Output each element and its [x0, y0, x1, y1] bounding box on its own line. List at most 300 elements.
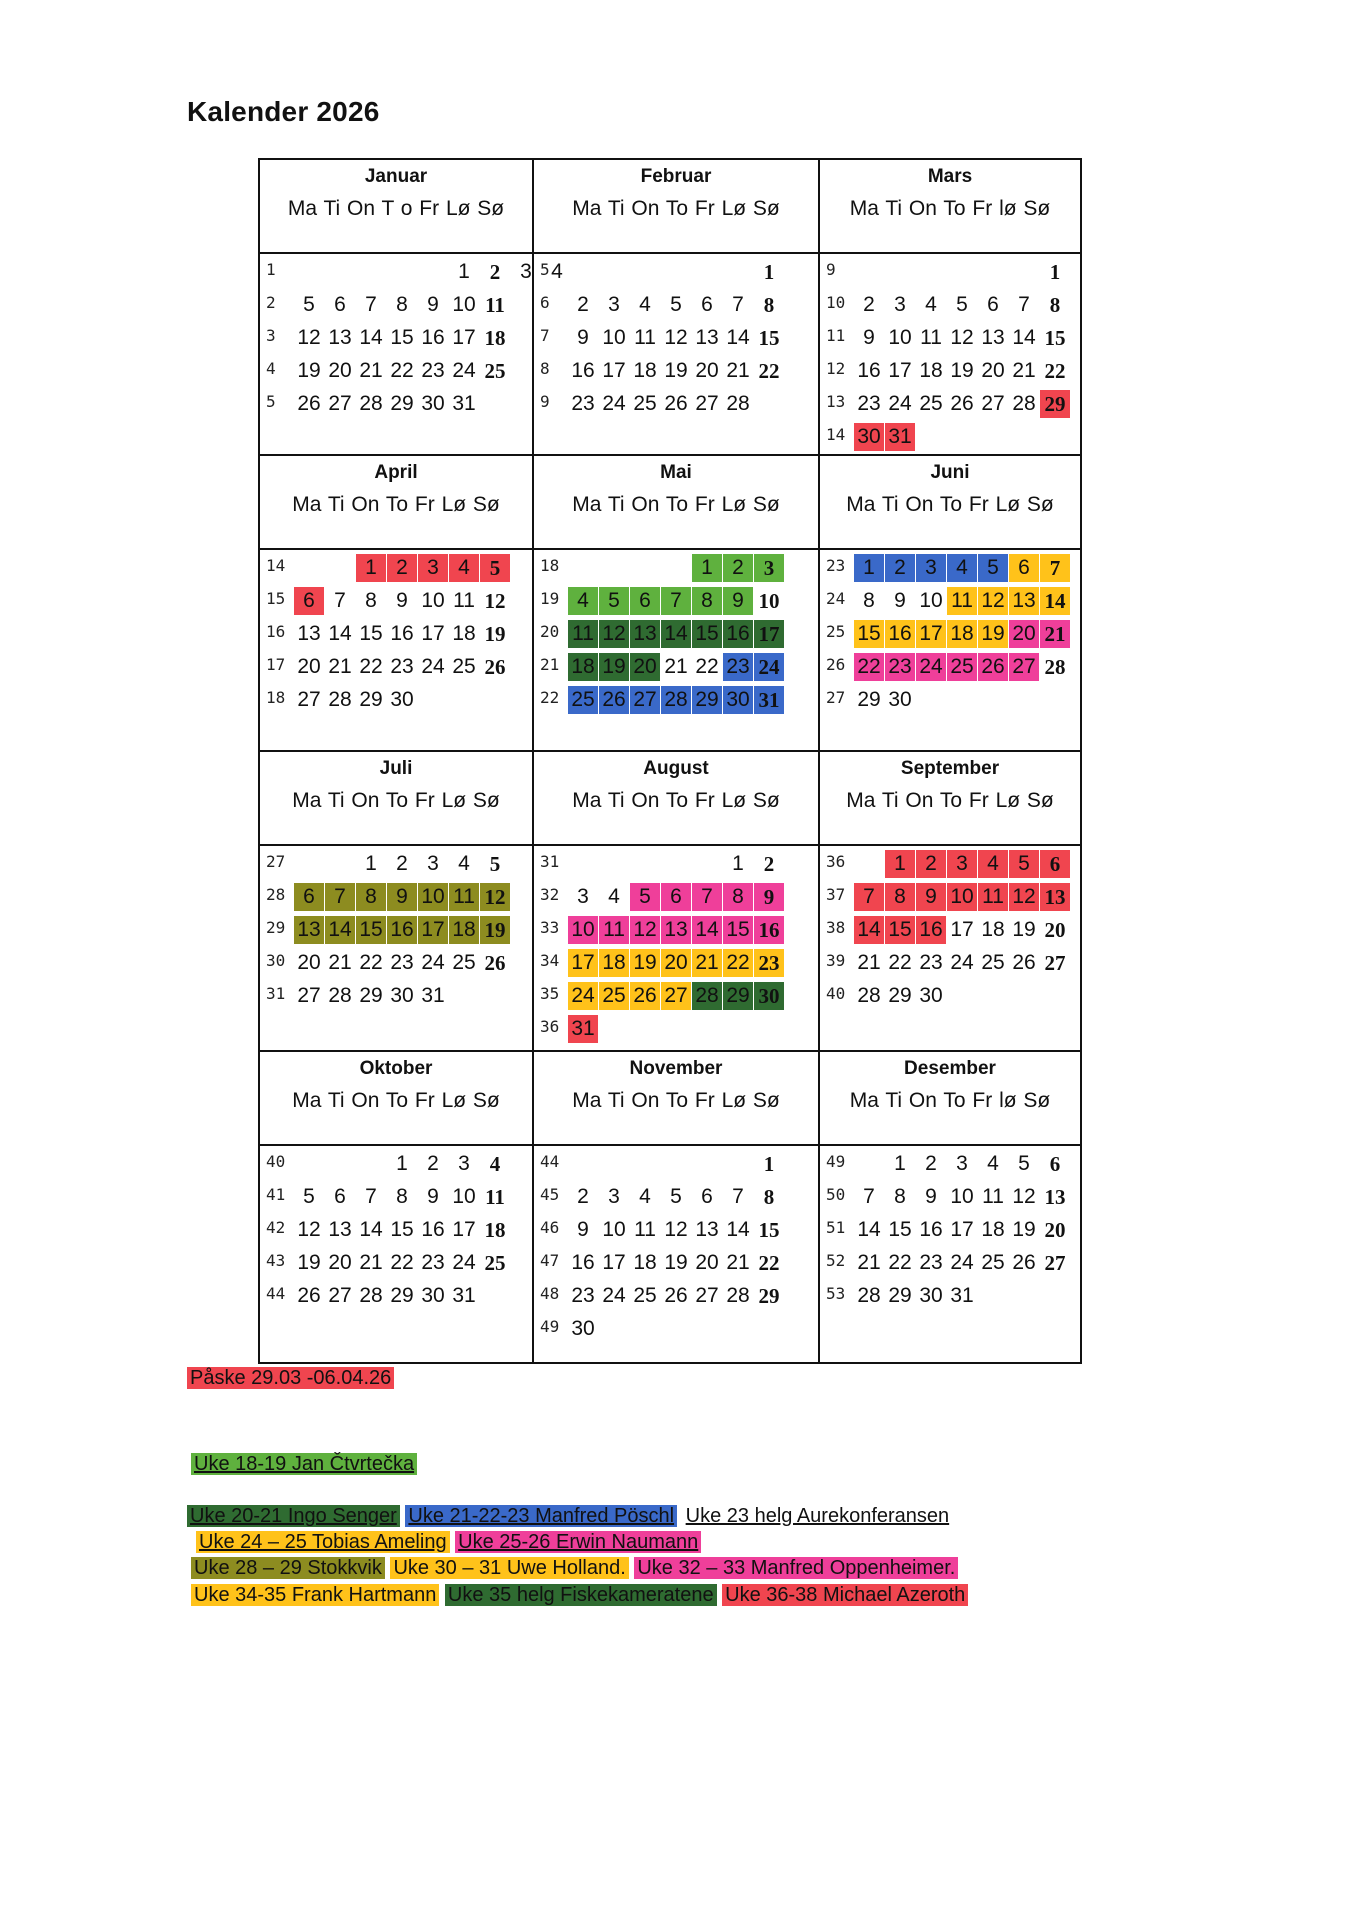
day-date: 16: [857, 359, 881, 382]
legend-entry: Påske 29.03 -06.04.26: [187, 1367, 394, 1389]
day-date: 8: [396, 293, 408, 316]
day-date: 16: [571, 359, 595, 382]
day-date: 26: [1012, 951, 1036, 974]
week-number: 27: [826, 688, 846, 707]
week-row: [534, 980, 818, 1012]
day-date: 23: [390, 951, 414, 974]
week-number: 51: [826, 1218, 846, 1237]
week-row: [820, 388, 1080, 420]
month-desember: [820, 1052, 1080, 1362]
day-date: 4: [608, 885, 620, 908]
day-date: 26: [297, 1284, 321, 1307]
day-date: 15: [885, 916, 915, 944]
day-date: 15: [390, 326, 414, 349]
day-date: 15: [692, 620, 722, 648]
week-number: 24: [826, 589, 846, 608]
day-date: 6: [701, 293, 713, 316]
month-name: Juni: [930, 462, 970, 483]
week-number: 40: [826, 984, 846, 1003]
week-dates: [854, 585, 1080, 617]
sunday-date: 17: [754, 620, 784, 648]
day-date: 17: [568, 949, 598, 977]
week-dates: [294, 1181, 532, 1213]
day-date: 30: [421, 392, 445, 415]
week-row: [820, 651, 1080, 683]
day-date: 18: [981, 918, 1005, 941]
day-date: 19: [630, 949, 660, 977]
week-number: 11: [826, 326, 846, 345]
week-number: 26: [826, 655, 846, 674]
week-dates: [568, 289, 818, 321]
day-date: 2: [396, 852, 408, 875]
legend-line: [196, 1530, 701, 1554]
week-dates: [568, 1280, 818, 1312]
day-date: 31: [452, 392, 476, 415]
day-date: 14: [661, 620, 691, 648]
week-dates: [568, 1313, 818, 1345]
day-date: 22: [888, 951, 912, 974]
day-date: 13: [981, 326, 1005, 349]
week-number: 52: [826, 1251, 846, 1270]
day-date: 25: [568, 686, 598, 714]
day-date: 18: [633, 1251, 657, 1274]
day-date: 22: [390, 359, 414, 382]
day-date: 2: [723, 554, 753, 582]
week-dates: [294, 651, 532, 683]
day-date: 9: [427, 1185, 439, 1208]
day-date: 30: [854, 423, 884, 451]
week-row: [534, 848, 818, 880]
week-row: [820, 289, 1080, 321]
day-date: 14: [1012, 326, 1036, 349]
day-date: 28: [1012, 392, 1036, 415]
sunday-date: 18: [484, 1218, 506, 1242]
day-date: 15: [359, 622, 383, 645]
day-date: 19: [1012, 918, 1036, 941]
week-row: [534, 947, 818, 979]
day-date: 11: [599, 916, 629, 944]
month-name: Oktober: [359, 1058, 433, 1079]
day-date: 21: [726, 359, 750, 382]
day-date: 21: [857, 1251, 881, 1274]
day-date: 26: [664, 392, 688, 415]
sunday-date: 23: [754, 949, 784, 977]
week-row: [820, 1247, 1080, 1279]
day-date: 21: [1012, 359, 1036, 382]
day-date: 4: [458, 852, 470, 875]
week-dates: [294, 914, 532, 946]
week-number: 2: [266, 293, 276, 312]
week-number: 14: [826, 425, 846, 444]
sunday-date: 11: [485, 1185, 505, 1209]
month-september: [820, 752, 1080, 1052]
day-date: 5: [630, 883, 660, 911]
day-date: 14: [359, 326, 383, 349]
month-februar: [534, 160, 820, 456]
day-date: 23: [390, 655, 414, 678]
day-date: 27: [661, 982, 691, 1010]
day-date: 2: [387, 554, 417, 582]
day-date: 28: [692, 982, 722, 1010]
day-date: 5: [978, 554, 1008, 582]
day-date: 26: [664, 1284, 688, 1307]
week-dates: [294, 388, 532, 420]
week-row: [534, 651, 818, 683]
day-date: 1: [854, 554, 884, 582]
day-date: 17: [418, 916, 448, 944]
sunday-date: 15: [758, 1218, 780, 1242]
day-date: 14: [857, 1218, 881, 1241]
week-number: 45: [540, 1185, 560, 1204]
day-date: 31: [452, 1284, 476, 1307]
sunday-date: 8: [763, 293, 775, 317]
day-date: 17: [602, 359, 626, 382]
week-dates: [568, 848, 818, 880]
day-date: 16: [885, 620, 915, 648]
day-date: 5: [670, 293, 682, 316]
day-date: 9: [894, 589, 906, 612]
day-date: 31: [568, 1015, 598, 1043]
sunday-date: 19: [480, 916, 510, 944]
sunday-date: 27: [1044, 951, 1066, 975]
week-row: [260, 1247, 532, 1279]
sunday-date: 18: [484, 326, 506, 350]
day-date: 14: [325, 916, 355, 944]
week-dates: [294, 355, 532, 387]
week-dates: [294, 289, 532, 321]
day-date: 28: [359, 392, 383, 415]
day-date: 21: [328, 951, 352, 974]
sunday-date: 6: [1049, 1152, 1061, 1176]
week-number: 44: [540, 1152, 560, 1171]
day-date: 6: [334, 293, 346, 316]
day-date: 10: [950, 1185, 974, 1208]
week-row: [820, 881, 1080, 913]
day-date: 30: [919, 1284, 943, 1307]
day-date: 14: [726, 1218, 750, 1241]
month-header: [260, 456, 532, 550]
week-row: [534, 684, 818, 716]
day-date: 11: [634, 1218, 656, 1241]
day-date: 15: [356, 916, 386, 944]
week-dates: [854, 651, 1080, 683]
week-number: 19: [540, 589, 560, 608]
day-date: 30: [390, 984, 414, 1007]
day-date: 7: [334, 589, 346, 612]
month-header: [820, 752, 1080, 846]
day-date: 6: [1009, 554, 1039, 582]
week-dates: [294, 1280, 532, 1312]
day-date: 6: [701, 1185, 713, 1208]
day-date: 17: [452, 326, 476, 349]
day-date: 20: [297, 655, 321, 678]
week-row: [820, 322, 1080, 354]
day-date: 10: [568, 916, 598, 944]
month-header: [260, 1052, 532, 1146]
week-dates: [294, 322, 532, 354]
week-row: [534, 618, 818, 650]
sunday-date: 11: [485, 293, 505, 317]
day-date: 19: [978, 620, 1008, 648]
day-date: 29: [390, 1284, 414, 1307]
week-number: 20: [540, 622, 560, 641]
day-date: 16: [919, 1218, 943, 1241]
week-row: [820, 684, 1080, 716]
day-date: 13: [297, 622, 321, 645]
month-mai: [534, 456, 820, 752]
day-date: 17: [452, 1218, 476, 1241]
week-number: 23: [826, 556, 846, 575]
day-date: 1: [458, 260, 470, 283]
day-date: 14: [854, 916, 884, 944]
day-date: 22: [695, 655, 719, 678]
sunday-date: 26: [484, 951, 506, 975]
legend-entry: Uke 18-19 Jan Čtvrtečka: [191, 1453, 417, 1475]
sunday-date: 28: [1044, 655, 1066, 679]
day-date: 6: [661, 883, 691, 911]
day-date: 28: [661, 686, 691, 714]
month-name: Januar: [364, 166, 428, 187]
day-date: 2: [916, 850, 946, 878]
week-number: 5: [266, 392, 276, 411]
legend-line: [191, 1452, 417, 1476]
week-dates: [854, 848, 1080, 880]
month-mars: [820, 160, 1080, 456]
weekday-header: Ma Ti On To Fr lø Sø: [849, 197, 1051, 220]
week-number: 1: [266, 260, 276, 279]
day-date: 20: [695, 1251, 719, 1274]
day-date: 7: [325, 883, 355, 911]
day-date: 15: [888, 1218, 912, 1241]
day-date: 3: [608, 1185, 620, 1208]
week-number: 40: [266, 1152, 286, 1171]
week-number: 16: [266, 622, 286, 641]
day-date: 24: [421, 951, 445, 974]
week-number: 18: [266, 688, 286, 707]
day-date: 7: [732, 1185, 744, 1208]
week-dates: [854, 881, 1080, 913]
legend-entry: Uke 21-22-23 Manfred Pöschl: [405, 1505, 677, 1527]
week-number: 30: [266, 951, 286, 970]
day-date: 18: [449, 916, 479, 944]
week-dates: [568, 881, 818, 913]
day-date: 23: [919, 1251, 943, 1274]
day-date: 14: [359, 1218, 383, 1241]
week-dates: [294, 980, 532, 1012]
day-date: 20: [630, 653, 660, 681]
day-date: 3: [427, 852, 439, 875]
day-date: 24: [950, 951, 974, 974]
week-dates: [568, 1148, 818, 1180]
day-date: 3: [418, 554, 448, 582]
day-date: 23: [919, 951, 943, 974]
day-date: 8: [863, 589, 875, 612]
sunday-date: 2: [763, 852, 775, 876]
day-date: 15: [723, 916, 753, 944]
day-date: 1: [885, 850, 915, 878]
weekday-header: Ma Ti On T o Fr Lø Sø: [287, 197, 505, 220]
day-date: 7: [854, 883, 884, 911]
week-row: [534, 388, 818, 420]
day-date: 10: [602, 1218, 626, 1241]
week-row: [820, 585, 1080, 617]
month-name: Desember: [904, 1058, 996, 1079]
day-date: 11: [978, 883, 1008, 911]
week-number: 10: [826, 293, 846, 312]
day-date: 12: [978, 587, 1008, 615]
month-juni: [820, 456, 1080, 752]
week-dates: [568, 322, 818, 354]
day-date: 13: [328, 326, 352, 349]
week-number: 34: [540, 951, 560, 970]
day-date: 6: [630, 587, 660, 615]
day-date: 6: [294, 883, 324, 911]
week-number: 18: [540, 556, 560, 575]
week-number: 35: [540, 984, 560, 1003]
day-date: 20: [1009, 620, 1039, 648]
week-dates: [568, 256, 818, 288]
day-date: 24: [916, 653, 946, 681]
day-date: 13: [328, 1218, 352, 1241]
day-date: 16: [916, 916, 946, 944]
day-date: 1: [692, 554, 722, 582]
day-date: 10: [602, 326, 626, 349]
legend-line: [187, 1366, 394, 1390]
day-date: 22: [888, 1251, 912, 1274]
week-number: 8: [540, 359, 550, 378]
day-date: 3: [608, 293, 620, 316]
day-date: 20: [661, 949, 691, 977]
day-date: 15: [390, 1218, 414, 1241]
day-date: 27: [695, 1284, 719, 1307]
month-header: [260, 160, 532, 254]
week-dates: [294, 848, 532, 880]
week-number: 6: [540, 293, 550, 312]
day-date: 2: [925, 1152, 937, 1175]
day-date: 26: [297, 392, 321, 415]
week-dates: [854, 914, 1080, 946]
page-title: Kalender 2026: [187, 96, 380, 127]
sunday-date: 26: [484, 655, 506, 679]
day-date: 10: [418, 883, 448, 911]
week-row: [820, 914, 1080, 946]
sunday-date: 14: [1040, 587, 1070, 615]
legend-entry: Uke 35 helg Fiskekameratene: [445, 1584, 717, 1606]
day-date: 28: [726, 1284, 750, 1307]
day-date: 30: [390, 688, 414, 711]
day-date: 5: [599, 587, 629, 615]
sunday-date: 8: [1049, 293, 1061, 317]
day-date: 21: [664, 655, 688, 678]
week-dates: [854, 552, 1080, 584]
sunday-date: 7: [1040, 554, 1070, 582]
month-november: [534, 1052, 820, 1362]
sunday-date: 6: [1040, 850, 1070, 878]
week-number: 46: [540, 1218, 560, 1237]
week-row: [260, 651, 532, 683]
day-date: 7: [661, 587, 691, 615]
day-date: 5: [303, 1185, 315, 1208]
day-date: 18: [947, 620, 977, 648]
day-date: 20: [695, 359, 719, 382]
day-date: 20: [328, 359, 352, 382]
sunday-date: 9: [754, 883, 784, 911]
day-date: 13: [695, 1218, 719, 1241]
day-date: 19: [664, 1251, 688, 1274]
sunday-date: 10: [758, 589, 780, 613]
week-number: 38: [826, 918, 846, 937]
week-row: [534, 1181, 818, 1213]
day-date: 3: [947, 850, 977, 878]
sunday-date: 4: [489, 1152, 501, 1176]
sunday-date: 22: [758, 359, 780, 383]
day-date: 12: [1012, 1185, 1036, 1208]
day-date: 25: [981, 951, 1005, 974]
day-date: 10: [888, 326, 912, 349]
week-dates: [568, 355, 818, 387]
week-number: 28: [266, 885, 286, 904]
day-date: 18: [599, 949, 629, 977]
day-date: 24: [452, 1251, 476, 1274]
week-dates: [568, 1013, 818, 1045]
day-date: 7: [863, 1185, 875, 1208]
sunday-date: 8: [763, 1185, 775, 1209]
day-date: 6: [334, 1185, 346, 1208]
sunday-date: 1: [763, 260, 775, 284]
week-number: 9: [540, 392, 550, 411]
week-dates: [854, 322, 1080, 354]
day-date: 3: [520, 260, 532, 283]
week-row: [260, 1214, 532, 1246]
week-row: [534, 1313, 818, 1345]
week-dates: [854, 1247, 1080, 1279]
week-number: 27: [266, 852, 286, 871]
day-date: 28: [359, 1284, 383, 1307]
day-date: 21: [328, 655, 352, 678]
week-row: [260, 256, 563, 288]
day-date: 8: [885, 883, 915, 911]
sunday-date: 27: [1044, 1251, 1066, 1275]
sunday-date: 25: [484, 359, 506, 383]
day-date: 12: [664, 1218, 688, 1241]
day-date: 12: [950, 326, 974, 349]
sunday-date: 22: [758, 1251, 780, 1275]
day-date: 4: [925, 293, 937, 316]
week-row: [260, 552, 532, 584]
day-date: 23: [421, 1251, 445, 1274]
week-dates: [294, 552, 532, 584]
day-date: 23: [571, 392, 595, 415]
day-date: 23: [571, 1284, 595, 1307]
day-date: 27: [981, 392, 1005, 415]
week-dates: [294, 1247, 532, 1279]
week-row: [534, 1013, 818, 1045]
day-date: 8: [396, 1185, 408, 1208]
day-date: 31: [950, 1284, 974, 1307]
week-row: [820, 552, 1080, 584]
day-date: 5: [1018, 1152, 1030, 1175]
day-date: 25: [452, 655, 476, 678]
month-header: [534, 752, 818, 846]
day-date: 22: [359, 951, 383, 974]
day-date: 13: [1009, 587, 1039, 615]
day-date: 7: [732, 293, 744, 316]
week-dates: [854, 1214, 1080, 1246]
day-date: 16: [421, 1218, 445, 1241]
sunday-date: 5: [489, 852, 501, 876]
day-date: 21: [692, 949, 722, 977]
day-date: 8: [894, 1185, 906, 1208]
